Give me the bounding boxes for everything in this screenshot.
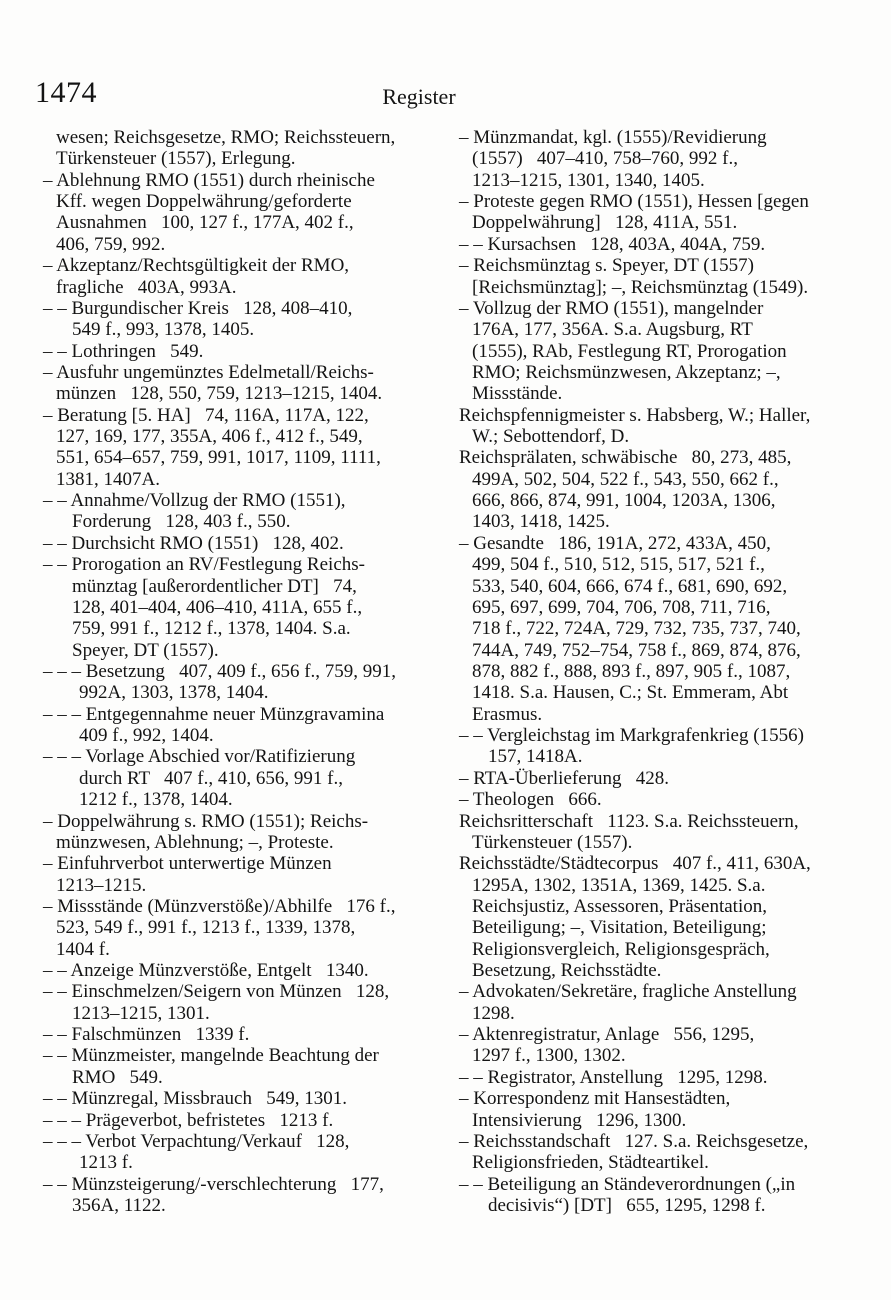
- index-line: RMO 549.: [72, 1066, 163, 1088]
- index-entry: [459, 981, 862, 1024]
- index-line: Erasmus.: [472, 703, 543, 725]
- index-line: Ausnahmen 100, 127 f., 177A, 402 f.,: [56, 212, 354, 234]
- index-line: – Proteste gegen RMO (1551), Hessen [gegen: [459, 191, 809, 213]
- index-line: – – Münzregal, Missbrauch 549, 1301.: [43, 1088, 347, 1110]
- index-line: 759, 991 f., 1212 f., 1378, 1404. S.a.: [72, 618, 351, 640]
- index-entry: [43, 1024, 446, 1045]
- index-entry: [43, 704, 446, 747]
- index-entry: [459, 1067, 862, 1088]
- index-line: Beteiligung; –, Visitation, Beteiligung;: [472, 917, 767, 939]
- index-line: 1212 f., 1378, 1404.: [79, 789, 233, 811]
- running-head: Register: [382, 84, 456, 109]
- index-entry: [43, 362, 446, 405]
- index-line: 523, 549 f., 991 f., 1213 f., 1339, 1378,: [56, 917, 356, 939]
- index-entry: [43, 170, 446, 255]
- index-entry: [459, 234, 862, 255]
- index-entry: [43, 341, 446, 362]
- index-entry: [459, 811, 862, 854]
- index-line: – Einfuhrverbot unterwertige Münzen: [43, 853, 332, 875]
- index-entry: [459, 853, 862, 981]
- index-line: RMO; Reichsmünzwesen, Akzeptanz; –,: [472, 361, 781, 383]
- index-entry: [459, 533, 862, 725]
- index-line: Doppelwährung] 128, 411A, 551.: [472, 212, 738, 234]
- index-line: – – Münzmeister, mangelnde Beachtung der: [43, 1045, 379, 1067]
- index-line: Forderung 128, 403 f., 550.: [72, 511, 291, 533]
- index-line: 127, 169, 177, 355A, 406 f., 412 f., 549,: [56, 426, 363, 448]
- index-line: Reichspfennigmeister s. Habsberg, W.; Haller,: [459, 404, 811, 426]
- index-line: – Beratung [5. HA] 74, 116A, 117A, 122,: [43, 404, 369, 426]
- index-line: 666, 866, 874, 991, 1004, 1203A, 1306,: [472, 490, 776, 512]
- index-line: 1381, 1407A.: [56, 468, 160, 490]
- index-line: – – Vergleichstag im Markgrafenkrieg (1556): [459, 725, 804, 747]
- index-entry: [459, 1088, 862, 1131]
- index-line: (1557) 407–410, 758–760, 992 f.,: [472, 148, 738, 170]
- index-entry: [459, 127, 862, 191]
- index-line: durch RT 407 f., 410, 656, 991 f.,: [79, 767, 343, 789]
- index-line: 695, 697, 699, 704, 706, 708, 711, 716,: [472, 596, 771, 618]
- index-line: – Münzmandat, kgl. (1555)/Revidierung: [459, 127, 767, 148]
- index-entry: [459, 191, 862, 234]
- index-line: – – – Besetzung 407, 409 f., 656 f., 759, 991,: [43, 660, 397, 682]
- index-line: – Gesandte 186, 191A, 272, 433A, 450,: [459, 532, 771, 554]
- index-line: – Doppelwährung s. RMO (1551); Reichs-: [43, 810, 369, 832]
- index-line: Reichsprälaten, schwäbische 80, 273, 485,: [459, 447, 792, 469]
- index-line: – – – Verbot Verpachtung/Verkauf 128,: [43, 1130, 350, 1152]
- index-line: W.; Sebottendorf, D.: [472, 426, 630, 448]
- index-line: 744A, 749, 752–754, 758 f., 869, 874, 876,: [472, 639, 801, 661]
- index-line: Kff. wegen Doppelwährung/geforderte: [56, 191, 352, 213]
- index-line: – – – Vorlage Abschied vor/Ratifizierung: [43, 746, 356, 768]
- index-line: 128, 401–404, 406–410, 411A, 655 f.,: [72, 596, 363, 618]
- index-line: 1403, 1418, 1425.: [472, 511, 610, 533]
- index-line: – Vollzug der RMO (1551), mangelnder: [459, 297, 764, 319]
- index-line: Reichsritterschaft 1123. S.a. Reichssteuern,: [459, 810, 799, 832]
- index-line: wesen; Reichsgesetze, RMO; Reichssteuern,: [56, 127, 396, 148]
- index-line: Besetzung, Reichsstädte.: [472, 960, 662, 982]
- index-line: 1418. S.a. Hausen, C.; St. Emmeram, Abt: [472, 682, 789, 704]
- index-line: 157, 1418A.: [488, 746, 583, 768]
- index-entry: [459, 255, 862, 298]
- index-line: – Akzeptanz/Rechtsgültigkeit der RMO,: [43, 255, 350, 277]
- index-line: – – Münzsteigerung/-verschlechterung 177,: [43, 1173, 384, 1195]
- index-line: – RTA-Überlieferung 428.: [459, 767, 669, 789]
- index-entry: [43, 490, 446, 533]
- index-entry: [43, 1045, 446, 1088]
- index-line: decisivis“) [DT] 655, 1295, 1298 f.: [488, 1194, 766, 1216]
- index-entry: [43, 661, 446, 704]
- index-entry: [43, 405, 446, 490]
- index-line: [Reichsmünztag]; –, Reichsmünztag (1549).: [472, 276, 809, 298]
- index-line: 1404 f.: [56, 938, 110, 960]
- index-line: münztag [außerordentlicher DT] 74,: [72, 575, 357, 597]
- index-line: 718 f., 722, 724A, 729, 732, 735, 737, 740,: [472, 618, 801, 640]
- index-entry: [43, 554, 446, 661]
- index-line: 1298.: [472, 1002, 515, 1024]
- index-line: – Theologen 666.: [459, 789, 602, 811]
- index-line: – – Annahme/Vollzug der RMO (1551),: [43, 490, 346, 512]
- index-line: – – Lothringen 549.: [43, 340, 204, 362]
- index-entry: [43, 1131, 446, 1174]
- index-entry: [459, 725, 862, 768]
- index-line: – – Prorogation an RV/Festlegung Reichs-: [43, 554, 365, 576]
- index-line: Religionsfrieden, Städteartikel.: [472, 1152, 709, 1174]
- index-entry: [43, 127, 446, 170]
- index-line: Religionsvergleich, Religionsgespräch,: [472, 938, 770, 960]
- index-line: Intensivierung 1296, 1300.: [472, 1109, 687, 1131]
- index-line: – Reichsmünztag s. Speyer, DT (1557): [459, 255, 754, 277]
- index-line: – – Durchsicht RMO (1551) 128, 402.: [43, 532, 344, 554]
- index-entry: [43, 981, 446, 1024]
- index-entry: [459, 768, 862, 789]
- index-line: – – Einschmelzen/Seigern von Münzen 128,: [43, 981, 390, 1003]
- index-entry: [43, 1174, 446, 1217]
- index-line: Türkensteuer (1557).: [472, 831, 633, 853]
- index-line: – Advokaten/Sekretäre, fragliche Anstellung: [459, 981, 797, 1003]
- index-line: Reichsstädte/Städtecorpus 407 f., 411, 630A,: [459, 853, 811, 875]
- index-line: (1555), RAb, Festlegung RT, Prorogation: [472, 340, 787, 362]
- index-line: 176A, 177, 356A. S.a. Augsburg, RT: [472, 319, 753, 341]
- index-entry: [43, 896, 446, 960]
- index-entry: [43, 298, 446, 341]
- index-entry: [459, 1131, 862, 1174]
- index-entry: [43, 255, 446, 298]
- index-line: – Ablehnung RMO (1551) durch rheinische: [43, 169, 375, 191]
- index-line: – – Kursachsen 128, 403A, 404A, 759.: [459, 233, 766, 255]
- index-line: 1295A, 1302, 1351A, 1369, 1425. S.a.: [472, 874, 766, 896]
- index-line: 992A, 1303, 1378, 1404.: [79, 682, 269, 704]
- index-line: – Ausfuhr ungemünztes Edelmetall/Reichs-: [43, 361, 374, 383]
- index-entry: [43, 853, 446, 896]
- index-entry: [43, 1088, 446, 1109]
- index-line: – – – Prägeverbot, befristetes 1213 f.: [43, 1109, 334, 1131]
- index-entry: [459, 1174, 862, 1217]
- index-line: – – Falschmünzen 1339 f.: [43, 1024, 250, 1046]
- index-entry: [459, 405, 862, 448]
- index-entry: [43, 960, 446, 981]
- index-line: – – – Entgegennahme neuer Münzgravamina: [43, 703, 385, 725]
- index-entry: [43, 811, 446, 854]
- index-entry: [43, 746, 446, 810]
- index-line: 499A, 502, 504, 522 f., 543, 550, 662 f.,: [472, 468, 779, 490]
- index-entry: [459, 298, 862, 405]
- index-line: 1213 f.: [79, 1152, 133, 1174]
- index-line: 1213–1215, 1301, 1340, 1405.: [472, 169, 705, 191]
- index-text-block: [43, 127, 862, 1216]
- index-line: Missstände.: [472, 383, 563, 405]
- index-line: – Aktenregistratur, Anlage 556, 1295,: [459, 1024, 755, 1046]
- index-entry: [459, 789, 862, 810]
- index-line: münzwesen, Ablehnung; –, Proteste.: [56, 831, 334, 853]
- index-line: Reichsjustiz, Assessoren, Präsentation,: [472, 895, 767, 917]
- index-line: – – Registrator, Anstellung 1295, 1298.: [459, 1066, 768, 1088]
- index-line: – Missstände (Münzverstöße)/Abhilfe 176 f.,: [43, 895, 396, 917]
- index-line: fragliche 403A, 993A.: [56, 276, 237, 298]
- index-line: 878, 882 f., 888, 893 f., 897, 905 f., 1087,: [472, 660, 791, 682]
- index-entry: [459, 1024, 862, 1067]
- index-line: 1213–1215, 1301.: [72, 1002, 210, 1024]
- index-line: münzen 128, 550, 759, 1213–1215, 1404.: [56, 383, 383, 405]
- index-line: 409 f., 992, 1404.: [79, 725, 214, 747]
- index-line: 549 f., 993, 1378, 1405.: [72, 319, 255, 341]
- page-number: 1474: [35, 76, 97, 109]
- index-line: – – Burgundischer Kreis 128, 408–410,: [43, 297, 353, 319]
- index-line: – Korrespondenz mit Hansestädten,: [459, 1088, 731, 1110]
- index-line: – – Anzeige Münzverstöße, Entgelt 1340.: [43, 960, 369, 982]
- index-line: 1213–1215.: [56, 874, 147, 896]
- index-line: – Reichsstandschaft 127. S.a. Reichsgesetze,: [459, 1130, 809, 1152]
- index-entry: [459, 447, 862, 532]
- index-line: 499, 504 f., 510, 512, 515, 517, 521 f.,: [472, 554, 765, 576]
- index-line: – – Beteiligung an Ständeverordnungen („in: [459, 1173, 796, 1195]
- index-entry: [43, 1110, 446, 1131]
- index-line: 356A, 1122.: [72, 1194, 166, 1216]
- index-line: 533, 540, 604, 666, 674 f., 681, 690, 692,: [472, 575, 788, 597]
- index-entry: [43, 533, 446, 554]
- index-line: Türkensteuer (1557), Erlegung.: [56, 148, 296, 170]
- index-line: 1297 f., 1300, 1302.: [472, 1045, 626, 1067]
- index-line: 406, 759, 992.: [56, 233, 166, 255]
- right-column: [459, 127, 862, 1216]
- index-line: 551, 654–657, 759, 991, 1017, 1109, 1111,: [56, 447, 381, 469]
- left-column: [43, 127, 446, 1216]
- index-line: Speyer, DT (1557).: [72, 639, 219, 661]
